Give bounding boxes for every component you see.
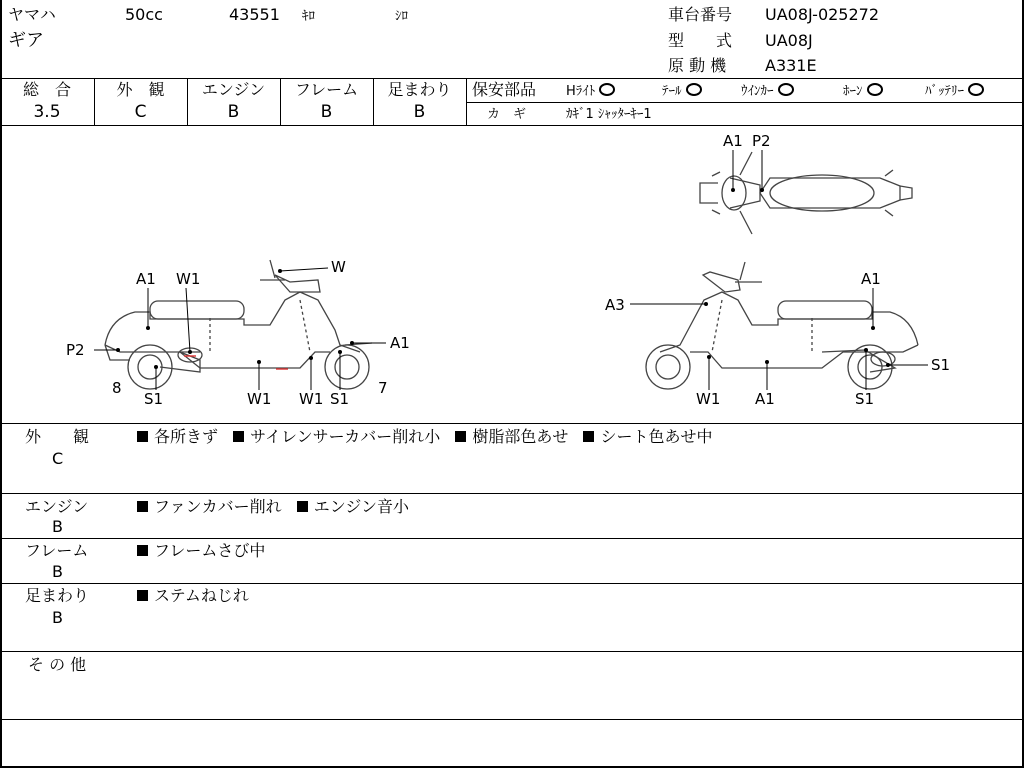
note-grade-frame: B <box>52 562 63 581</box>
damage-label-left-s1-front: S1 <box>330 390 350 408</box>
damage-label-left-p2: P2 <box>66 341 85 359</box>
good-mark-icon <box>867 83 883 96</box>
grade-header-total: 総 合 <box>22 80 71 99</box>
note-item: フレームさび中 <box>137 541 265 560</box>
damage-label-right-s1-rear: S1 <box>931 356 951 374</box>
good-mark-icon <box>686 83 702 96</box>
safety-item-tail: ﾃｰﾙ <box>662 83 702 101</box>
damage-label-left-s1-rear: S1 <box>144 390 164 408</box>
grade-value-suspension: B <box>413 102 426 122</box>
note-item: サイレンサーカバー削れ小 <box>233 427 440 446</box>
damage-label-right-s1-bottom: S1 <box>855 390 875 408</box>
mileage-unit: ｷﾛ <box>302 9 315 24</box>
body-color: ｼﾛ <box>395 9 408 24</box>
key-label: カ ギ <box>487 107 527 122</box>
safety-label: 保安部品 <box>472 80 537 99</box>
grade-value-total: 3.5 <box>33 102 61 122</box>
damage-diagram <box>0 126 1024 423</box>
note-item: 樹脂部色あせ <box>455 427 568 446</box>
damage-label-right-a3: A3 <box>605 296 625 314</box>
note-grade-exterior: C <box>52 449 64 468</box>
grade-header-frame: フレーム <box>294 80 359 99</box>
good-mark-icon <box>599 83 615 96</box>
damage-label-left-a1-front: A1 <box>390 334 410 352</box>
grade-header-engine: エンジン <box>201 80 266 99</box>
damage-label-left-w: W <box>331 258 346 276</box>
damage-label-right-a1-bottom: A1 <box>755 390 775 408</box>
good-mark-icon <box>968 83 984 96</box>
damage-label-right-a1-seat: A1 <box>861 270 881 288</box>
key-value: ｶｷﾞ1 ｼｬｯﾀｰｷｰ1 <box>566 107 652 122</box>
bullet-square-icon <box>297 501 308 512</box>
frame-no: UA08J-025272 <box>765 5 880 24</box>
note-item: エンジン音小 <box>297 497 409 516</box>
note-item: ステムねじれ <box>137 586 249 605</box>
damage-label-top-p2: P2 <box>752 132 771 150</box>
grade-value-frame: B <box>320 102 333 122</box>
note-grade-engine: B <box>52 517 63 536</box>
note-item: シート色あせ中 <box>583 427 712 446</box>
note-label-frame: フレーム <box>25 541 89 560</box>
type-value: UA08J <box>765 31 813 50</box>
displacement: 50cc <box>125 5 163 24</box>
scooter-top-view <box>700 152 912 234</box>
maker: ヤマハ <box>8 5 56 24</box>
note-label-engine: エンジン <box>25 497 89 516</box>
note-items-suspension <box>137 587 259 605</box>
model-name: ギア <box>8 30 44 51</box>
note-grade-suspension: B <box>52 608 63 627</box>
note-label-exterior: 外 観 <box>25 427 90 446</box>
grade-value-engine: B <box>227 102 240 122</box>
note-label-suspension: 足まわり <box>25 586 90 605</box>
bullet-square-icon <box>455 431 466 442</box>
bullet-square-icon <box>137 431 148 442</box>
grade-header-suspension: 足まわり <box>387 80 452 99</box>
bullet-square-icon <box>137 590 148 601</box>
bullet-square-icon <box>233 431 244 442</box>
safety-item-winker: ｳｲﾝｶｰ <box>741 83 794 101</box>
damage-label-right-w1: W1 <box>696 390 721 408</box>
damage-label-top-a1: A1 <box>723 132 743 150</box>
engine-label: 原 動 機 <box>668 56 727 75</box>
bullet-square-icon <box>137 545 148 556</box>
damage-label-left-w1-top: W1 <box>176 270 201 288</box>
safety-item-battery: ﾊﾞｯﾃﾘｰ <box>925 83 984 101</box>
damage-label-left-a1: A1 <box>136 270 156 288</box>
damage-label-left-w1-a: W1 <box>247 390 272 408</box>
engine-value: A331E <box>765 56 817 75</box>
note-items-frame <box>137 542 275 560</box>
note-item: 各所きず <box>137 427 218 446</box>
frame-no-label: 車台番号 <box>668 5 733 24</box>
damage-label-left-7: 7 <box>378 379 388 397</box>
safety-item-horn: ﾎｰﾝ <box>843 83 883 101</box>
type-label: 型 式 <box>668 31 733 50</box>
mileage: 43551 <box>229 5 280 24</box>
damage-label-left-8: 8 <box>112 379 122 397</box>
good-mark-icon <box>778 83 794 96</box>
bullet-square-icon <box>137 501 148 512</box>
damage-label-left-w1-b: W1 <box>299 390 324 408</box>
grade-header-exterior: 外 観 <box>116 80 165 99</box>
note-item: ファンカバー削れ <box>137 497 282 516</box>
bullet-square-icon <box>583 431 594 442</box>
safety-item-headlight: Hﾗｲﾄ <box>566 83 615 101</box>
note-items-exterior <box>137 428 723 446</box>
note-items-engine <box>137 498 419 516</box>
grade-value-exterior: C <box>134 102 147 122</box>
note-label-other: そ の 他 <box>28 655 87 674</box>
